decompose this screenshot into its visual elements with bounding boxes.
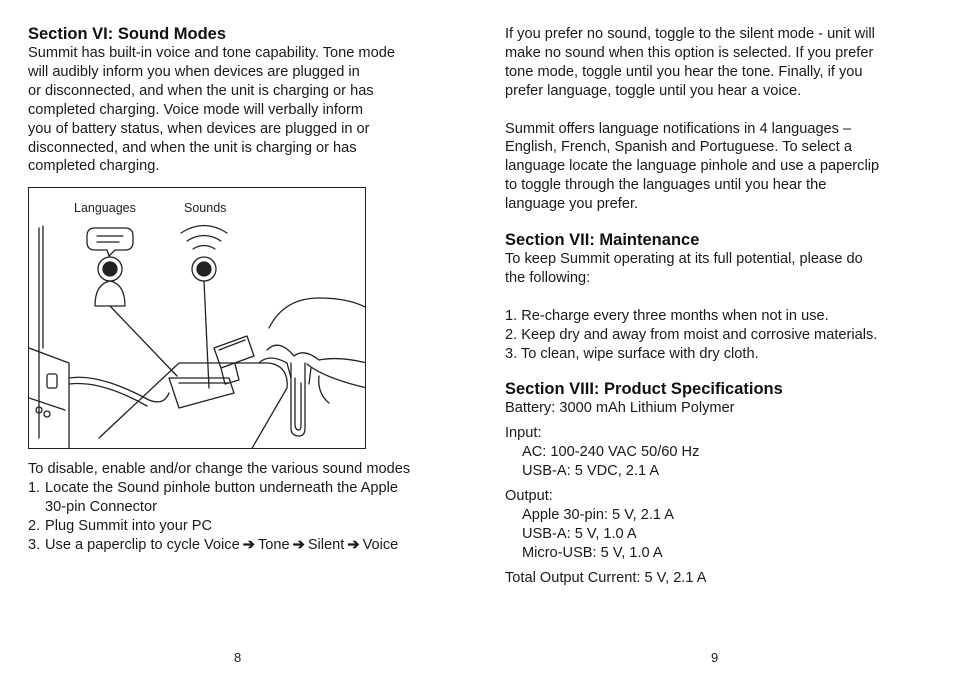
maintenance-list	[505, 307, 925, 364]
languages-paragraph: Summit offers language notifications in 4 languages – English, French, Spanish and Portuguese. To select a language locate the language pinhole and use a paperclip to toggle through the languages until you hear the language you prefer.	[505, 120, 880, 213]
languages-pinhole-icon	[95, 257, 125, 306]
instruction-text: To disable, enable and/or change the various sound modes	[28, 461, 411, 477]
illustration-drawing	[29, 188, 366, 449]
page-number: 9	[711, 650, 719, 665]
right-page	[477, 0, 954, 674]
apple-30-pin-connector-icon	[214, 336, 254, 384]
languages-label: Languages	[74, 201, 136, 215]
intro-paragraph: Summit has built-in voice and tone capability. Tone mode will audibly inform you when devices are plugged in or disconnected, and when the unit is charging or has completed charging. Voice mode will verbally inform you of battery status, when devices are plugged in or disconnected, and when the unit is charging or has completed charging.	[28, 45, 395, 175]
steps-list	[28, 479, 453, 555]
list-item: 2. Keep dry and away from moist and corrosive materials.	[505, 326, 878, 343]
page-number: 8	[234, 650, 242, 665]
sounds-pinhole-icon	[192, 257, 216, 281]
sound-mode-instructions	[28, 460, 453, 555]
right-column	[505, 25, 925, 588]
mode-voice: Voice	[362, 536, 399, 553]
mode-tone: Tone	[257, 536, 290, 553]
input-specs: AC: 100-240 VAC 50/60 Hz USB-A: 5 VDC, 2.1 A	[522, 444, 700, 480]
specs-heading: Section VIII: Product Specifications	[505, 380, 783, 399]
list-item: 3. To clean, wipe surface with dry cloth.	[505, 345, 759, 362]
sound-waves-icon	[181, 226, 227, 250]
maintenance-heading: Section VII: Maintenance	[505, 231, 700, 250]
output-specs: Apple 30-pin: 5 V, 2.1 A USB-A: 5 V, 1.0 A Micro-USB: 5 V, 1.0 A	[522, 507, 675, 561]
sound-modes-section	[28, 24, 453, 176]
section-heading: Section VI: Sound Modes	[28, 25, 227, 43]
list-item: 3. Use a paperclip to cycle Voice ➔ Tone ➔ Silent ➔ Voice	[28, 536, 399, 553]
battery-spec: Battery: 3000 mAh Lithium Polymer	[505, 400, 735, 417]
arrow-right-icon: ➔	[242, 536, 255, 553]
input-label: Input:	[505, 425, 542, 442]
list-item: 2. Plug Summit into your PC	[28, 517, 213, 534]
output-label: Output:	[505, 488, 553, 505]
speech-bubble-icon	[87, 228, 133, 256]
mode-voice: Voice	[204, 536, 240, 553]
arrow-right-icon: ➔	[292, 536, 305, 553]
mode-silent: Silent	[307, 536, 345, 553]
silent-mode-paragraph: If you prefer no sound, toggle to the silent mode - unit will make no sound when this option is selected. If you prefer tone mode, toggle until you hear the tone. Finally, if you prefer language, toggle until you hear a voice.	[505, 26, 875, 99]
list-item: 1. Re-charge every three months when not in use.	[505, 307, 829, 324]
sounds-label: Sounds	[184, 201, 227, 215]
maintenance-intro: To keep Summit operating at its full potential, please do the following:	[505, 251, 863, 286]
sound-pinhole-illustration	[28, 187, 366, 449]
total-output-spec: Total Output Current: 5 V, 2.1 A	[505, 569, 707, 586]
list-item: 1. Locate the Sound pinhole button underneath the Apple 30-pin Connector	[28, 479, 398, 515]
arrow-right-icon: ➔	[347, 536, 360, 553]
